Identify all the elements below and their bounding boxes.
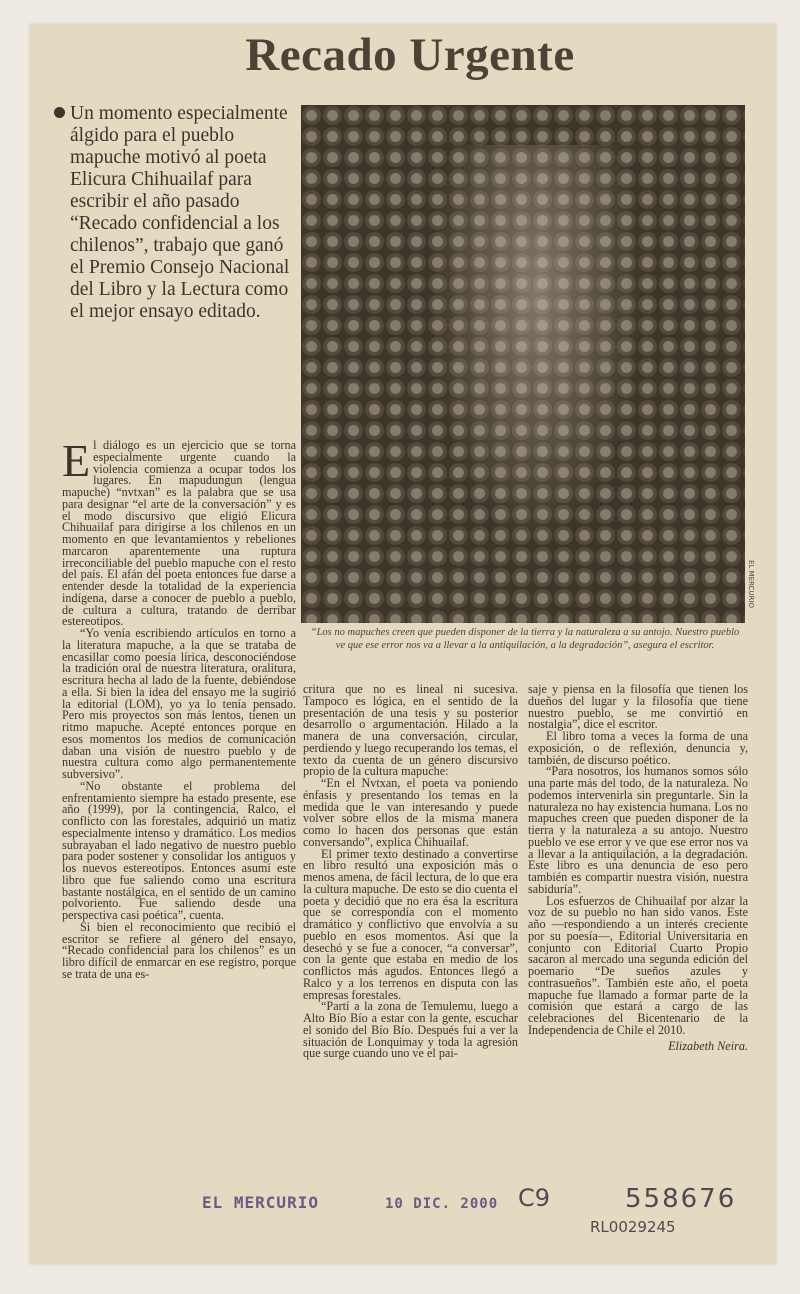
paragraph: “Partí a la zona de Temulemu, luego a Alto Bío Bío a estar con la gente, escuchar el sonido del Bío Bío. Después fui a ver la situación de Lonquimay y toda la agresión que surge cuando uno ve el pai- bbox=[303, 999, 518, 1061]
paragraph: “En el Nvtxan, el poeta va poniendo énfasis y presentando los temas en la medida que le van interesando y puede volver sobre ellos de la misma manera como lo hacen dos personas que están conversando”, explica Chihuailaf. bbox=[303, 776, 518, 849]
newspaper-stamp: EL MERCURIO bbox=[202, 1193, 319, 1212]
paragraph: saje y piensa en la filosofía que tienen los dueños del lugar y la filosofía que tiene nuestro pueblo, se me convirtió en nostalgia”, dice el escritor. bbox=[528, 682, 748, 732]
date-stamp: 10 DIC. 2000 bbox=[385, 1196, 499, 1212]
paragraph: Los esfuerzos de Chihuailaf por alzar la voz de su pueblo no han sido vanos. Este año —respondiendo a un interés creciente por su poesía—, Editorial Universitaria en conjunto con Editorial Cuarto Propio sacaron al mercado una segunda edición del poemario “De sueños azules y contrasueños”. También este año, el poeta mapuche fue llamado a formar parte de la comisión que estará a cargo de las celebraciones del Bicentenario de la Independencia de Chile el 2010. bbox=[528, 893, 748, 1037]
paragraph: “Para nosotros, los humanos somos sólo una parte más del todo, de la naturaleza. No podemos intervenirla sin preguntarle. Sin la naturaleza no hay existencia humana. Los no mapuches creen que pueden disponer de la tierra y la naturaleza a su antojo. Nuestro pueblo ve ese error y ve que ese error nos va a llevar a la antiquilación, a la degradación. Este libro es una denuncia de eso pero también es compartir nuestra visión, nuestra sabiduría”. bbox=[528, 764, 748, 896]
article-column-1 bbox=[62, 435, 296, 981]
paragraph: l diálogo es un ejercicio que se torna especialmente urgente cuando la violencia comienza a ocupar todos los lugares. En mapudungun (lengua mapuche) “nvtxan” es la palabra que se usa para designar “el arte de la conversación” y es el modo discursivo que eligió Elicura Chihuailaf para dirigirse a los chilenos en un momento en que levantamientos y rebeliones marcaron aparentemente una ruptura irreconciliable del pueblo mapuche con el resto del país. El afán del poeta entonces fue darse a entender desde la totalidad de la experiencia indígena, darse a conocer de pueblo a pueblo, de cultura a cultura, tratando de derribar estereotipos. bbox=[62, 438, 296, 629]
article-photo bbox=[301, 105, 745, 623]
paragraph: El primer texto destinado a convertirse en libro resultó una exposición más o menos amena, de fácil lectura, de lo que era la cultura mapuche. De esto se dio cuenta el poeta y decidió que no era ésa la escritura que se correspondía con el momento dramático y conflictivo que envolvía a su pueblo en esos momentos. Así que la desechó y se fue a conocer, “a conversar”, con la gente que estaba en medio de los conflictos más agudos. Entonces llegó a Ralco y a los terrenos en disputa con las empresas forestales. bbox=[303, 846, 518, 1002]
lede-text: Un momento especialmente álgido para el pueblo mapuche motivó al poeta Elicura Chihuailaf para escribir el año pasado “Recado confidencial a los chilenos”, trabajo que ganó el Premio Consejo Nacional del Libro y la Lectura como el mejor ensayo editado. bbox=[70, 103, 290, 322]
byline: Elizabeth Neira. bbox=[668, 1038, 748, 1053]
article-column-2 bbox=[303, 684, 518, 1060]
bullet-icon bbox=[54, 107, 65, 118]
article-lede bbox=[70, 103, 296, 323]
record-id: RL0029245 bbox=[590, 1218, 676, 1236]
article-column-3 bbox=[528, 684, 748, 1052]
photo-caption: “Los no mapuches creen que pueden disponer de la tierra y la naturaleza a su antojo. Nuestro pueblo ve que ese error nos va a llevar a la antiquilación, a la degradación”, asegura el escritor. bbox=[310, 627, 740, 651]
paragraph: “Yo venía escribiendo artículos en torno a la literatura mapuche, a la que se trataba de encasillar como poesía lírica, desconociéndose la tradición oral de nuestra literatura, oralitura, escritura hecha al lado de la fuente, debiéndose a ella. Si bien la idea del ensayo me la sugirió la editorial (LOM), yo ya lo tenía pensado. Pero mis proyectos son más lentos, tienen un ritmo mapuche. Acepté entonces porque en esos momentos los medios de comunicación daban una visión de nuestro pueblo y de nuestra cultura como algo permanentemente subversivo”. bbox=[62, 626, 296, 781]
catalog-number: 558676 bbox=[625, 1184, 737, 1214]
photo-credit: EL MERCURIO bbox=[747, 560, 755, 608]
poet-figure bbox=[421, 145, 651, 565]
page-note: C9 bbox=[518, 1184, 551, 1212]
paragraph: critura que no es lineal ni sucesiva. Tampoco es lógica, en el sentido de la presentación de una tesis y su posterior desarrollo o argumentación. Hilado a la manera de una conversación, circular, perdiendo y luego recuperando los temas, el texto da cuenta de un género discursivo propio de la cultura mapuche: bbox=[303, 682, 518, 779]
paragraph: “No obstante el problema del enfrentamiento siempre ha estado presente, ese año (1999), por la contingencia, Ralco, el conflicto con las forestales, adquirió un matiz especialmente intenso y dramático. Los medios subrayaban el lado negativo de nuestro pueblo para poder sostener y consolidar los antiguos y los nuevos estereotipos. Entonces asumí este libro que fue saliendo como una escritura bastante nostálgica, en el sentido de un camino polvoriento. Fue saliendo desde una perspectiva casi poética”, cuenta. bbox=[62, 778, 296, 922]
paragraph: El libro toma a veces la forma de una exposición, o de reflexión, denuncia y, también, de discurso poético. bbox=[528, 729, 748, 767]
drop-cap: E bbox=[62, 435, 91, 486]
paragraph: Si bien el reconocimiento que recibió el escritor se refiere al género del ensayo, “Recado confidencial para los chilenos” es un libro difícil de enmarcar en ese registro, porque se trata de una es- bbox=[62, 919, 296, 981]
article-title: Recado Urgente bbox=[245, 29, 575, 81]
